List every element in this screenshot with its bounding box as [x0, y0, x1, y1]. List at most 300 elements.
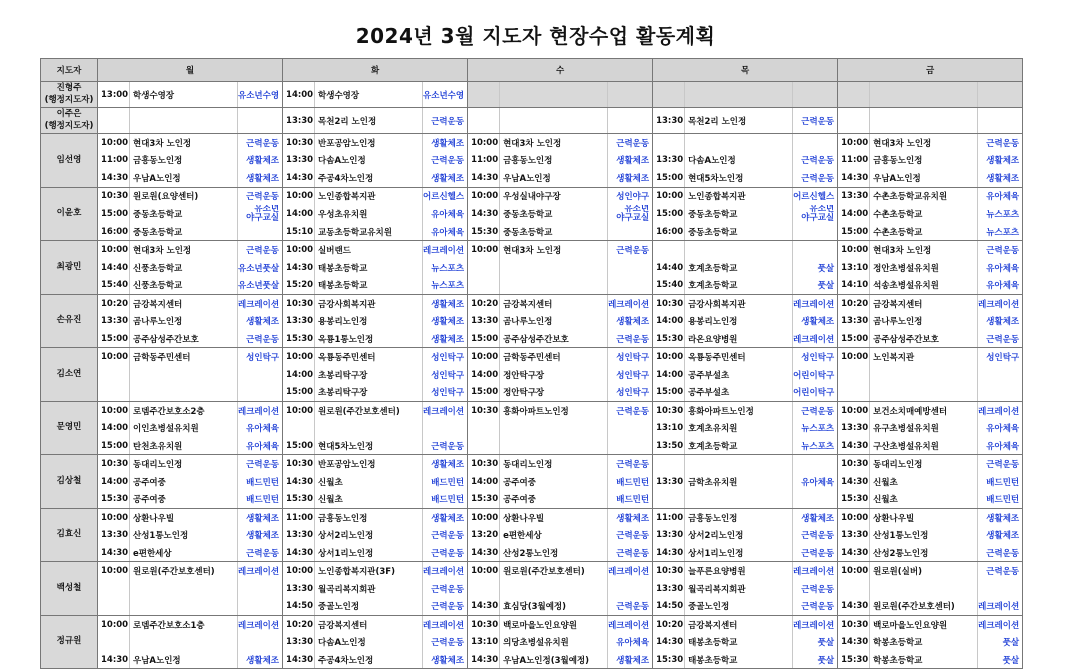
session-program: 레크레이션 — [793, 294, 838, 312]
session-program: 근력운동 — [978, 134, 1023, 152]
session-place — [130, 633, 238, 651]
session-program — [238, 383, 283, 401]
session-program: 레크레이션 — [238, 294, 283, 312]
session-place: 구산초병설유치원 — [870, 437, 978, 455]
leader-name — [41, 508, 98, 562]
session-time: 15:30 — [838, 490, 870, 508]
session-time: 16:00 — [98, 223, 130, 241]
session-program: 유아체육 — [238, 437, 283, 455]
session-program: 유소년풋살 — [238, 259, 283, 277]
session-place: 현대3차 노인정 — [500, 134, 608, 152]
session-place: 수촌초등학교 — [870, 205, 978, 223]
session-time: 13:30 — [653, 108, 685, 134]
session-program: 근력운동 — [423, 108, 468, 134]
session-place: 원로원(주간보호센터) — [500, 562, 608, 580]
session-program: 레크레이션 — [793, 562, 838, 580]
session-place — [870, 82, 978, 108]
schedule-row — [41, 508, 1023, 526]
session-program: 배드민턴 — [238, 473, 283, 491]
session-time: 10:00 — [468, 187, 500, 205]
session-place: 유구초병설유치원 — [870, 419, 978, 437]
session-time: 10:00 — [98, 348, 130, 366]
session-program: 유소년풋살 — [238, 276, 283, 294]
session-time: 13:30 — [468, 312, 500, 330]
session-place: 반포공암노인정 — [315, 134, 423, 152]
session-place: 호계초등학교 — [685, 276, 793, 294]
session-program: 풋살 — [793, 259, 838, 277]
session-time: 10:00 — [98, 562, 130, 580]
session-place: 용봉리노인정 — [685, 312, 793, 330]
session-program — [793, 223, 838, 241]
session-time: 10:00 — [468, 348, 500, 366]
session-program — [978, 580, 1023, 598]
session-program: 생활체조 — [423, 455, 468, 473]
session-time — [468, 108, 500, 134]
leader-name — [41, 348, 98, 402]
session-program: 생활체조 — [978, 312, 1023, 330]
session-program: 배드민턴 — [608, 473, 653, 491]
schedule-row — [41, 544, 1023, 562]
leader-name-line: 문영민 — [56, 422, 82, 433]
session-place: 동대리노인정 — [500, 455, 608, 473]
session-place: 산성1통노인정 — [130, 526, 238, 544]
session-place: 반포공암노인정 — [315, 455, 423, 473]
session-program: 성인탁구 — [423, 348, 468, 366]
session-place — [130, 366, 238, 384]
session-time: 14:00 — [468, 366, 500, 384]
session-time: 15:30 — [653, 651, 685, 669]
session-time — [653, 82, 685, 108]
session-time: 10:00 — [98, 241, 130, 259]
session-place: 신월초 — [870, 473, 978, 491]
session-program — [238, 597, 283, 615]
session-program — [238, 108, 283, 134]
session-program: 근력운동 — [608, 544, 653, 562]
session-program: 배드민턴 — [423, 490, 468, 508]
session-program: 레크레이션 — [978, 597, 1023, 615]
session-place: e편한세상 — [500, 526, 608, 544]
session-program: 생활체조 — [608, 312, 653, 330]
session-time: 13:30 — [283, 580, 315, 598]
session-place: 현대5차노인정 — [315, 437, 423, 455]
session-place: 현대3차 노인정 — [870, 134, 978, 152]
session-place — [500, 259, 608, 277]
session-time: 15:30 — [98, 490, 130, 508]
session-place: 보건소치매예방센터 — [870, 401, 978, 419]
session-place: 효심당(3월예정) — [500, 597, 608, 615]
session-program: 레크레이션 — [423, 615, 468, 633]
session-place — [685, 455, 793, 473]
session-time: 14:30 — [838, 597, 870, 615]
session-program: 생활체조 — [978, 508, 1023, 526]
session-time — [98, 108, 130, 134]
session-time — [838, 383, 870, 401]
session-program: 성인탁구 — [978, 348, 1023, 366]
session-time: 13:20 — [468, 526, 500, 544]
session-program — [238, 580, 283, 598]
session-program: 근력운동 — [793, 401, 838, 419]
session-program: 생활체조 — [423, 508, 468, 526]
session-place: 다솜A노인정 — [315, 152, 423, 170]
session-place: 원로원(요양센터) — [130, 187, 238, 205]
session-place: 중골노인정 — [315, 597, 423, 615]
session-time: 10:00 — [98, 401, 130, 419]
session-place: 상환나우빌 — [870, 508, 978, 526]
session-time: 10:30 — [283, 455, 315, 473]
session-time — [838, 580, 870, 598]
session-place: 현대3차 노인정 — [870, 241, 978, 259]
session-place: 금강복지센터 — [500, 294, 608, 312]
session-place: 금강복지센터 — [685, 615, 793, 633]
leader-name-line: 백성철 — [56, 582, 82, 593]
session-place: 학생수영장 — [315, 82, 423, 108]
leader-name-line: 정규원 — [56, 636, 82, 647]
session-place — [130, 383, 238, 401]
session-program: 근력운동 — [423, 633, 468, 651]
session-time: 15:10 — [283, 223, 315, 241]
session-time — [98, 383, 130, 401]
session-place: 주공4차노인정 — [315, 169, 423, 187]
session-program: 근력운동 — [238, 330, 283, 348]
session-program: 레크레이션 — [423, 241, 468, 259]
session-program — [608, 108, 653, 134]
session-time: 14:30 — [468, 205, 500, 223]
session-place: 곰나루노인정 — [500, 312, 608, 330]
session-program: 레크레이션 — [793, 330, 838, 348]
session-place — [870, 580, 978, 598]
header-row — [41, 59, 1023, 82]
schedule-row — [41, 169, 1023, 187]
schedule-row — [41, 419, 1023, 437]
schedule-row — [41, 473, 1023, 491]
session-place: 노인종합복지관 — [315, 187, 423, 205]
session-time: 14:30 — [468, 597, 500, 615]
session-place: 정안탁구장 — [500, 366, 608, 384]
session-time: 13:30 — [98, 312, 130, 330]
session-program: 레크레이션 — [238, 562, 283, 580]
session-time — [838, 108, 870, 134]
schedule-row — [41, 152, 1023, 170]
session-time: 10:30 — [468, 401, 500, 419]
session-time: 10:30 — [653, 562, 685, 580]
session-program: 성인탁구 — [608, 348, 653, 366]
session-place: 정안탁구장 — [500, 383, 608, 401]
schedule-sheet — [40, 58, 1022, 669]
session-place: 금흥동노인정 — [315, 508, 423, 526]
session-place: 신월초 — [315, 490, 423, 508]
session-time: 13:30 — [98, 526, 130, 544]
session-time: 10:20 — [98, 294, 130, 312]
session-place: 금강사회복지관 — [685, 294, 793, 312]
program-line: 유소년 — [809, 205, 835, 214]
session-place: 현대5차노인정 — [685, 169, 793, 187]
session-place: 우성실내야구장 — [500, 187, 608, 205]
session-time: 15:00 — [98, 330, 130, 348]
session-place: 상환나우빌 — [500, 508, 608, 526]
session-time: 11:00 — [283, 508, 315, 526]
schedule-row — [41, 562, 1023, 580]
session-place: 현대3차 노인정 — [500, 241, 608, 259]
session-place: 공주여중 — [130, 490, 238, 508]
session-time: 14:10 — [838, 276, 870, 294]
session-program: 근력운동 — [793, 597, 838, 615]
session-program: 생활체조 — [238, 651, 283, 669]
schedule-row — [41, 330, 1023, 348]
schedule-table — [40, 58, 1023, 669]
session-place: 태봉초등학교 — [315, 259, 423, 277]
session-place: 금흥동노인정 — [685, 508, 793, 526]
session-program — [608, 223, 653, 241]
session-program: 레크레이션 — [608, 294, 653, 312]
schedule-row — [41, 294, 1023, 312]
session-place — [130, 597, 238, 615]
session-time: 14:40 — [98, 259, 130, 277]
session-place: 초봉리탁구장 — [315, 383, 423, 401]
session-place — [685, 82, 793, 108]
session-time — [98, 580, 130, 598]
session-program: 뉴스포츠 — [793, 437, 838, 455]
session-time: 13:30 — [653, 473, 685, 491]
session-place: 학생수영장 — [130, 82, 238, 108]
session-program: 뉴스포츠 — [793, 419, 838, 437]
session-place: 옥룡1통노인정 — [315, 330, 423, 348]
session-program — [978, 383, 1023, 401]
session-time — [468, 259, 500, 277]
session-time: 10:00 — [468, 134, 500, 152]
session-program: 레크레이션 — [793, 615, 838, 633]
session-program: 성인탁구 — [793, 348, 838, 366]
session-time: 14:30 — [838, 544, 870, 562]
session-time: 10:00 — [468, 508, 500, 526]
session-place: 원로원(주간보호센터) — [130, 562, 238, 580]
session-time: 10:00 — [838, 348, 870, 366]
session-place — [870, 366, 978, 384]
session-program: 근력운동 — [423, 544, 468, 562]
program-line: 유소년 — [254, 205, 280, 214]
session-program: 생활체조 — [608, 508, 653, 526]
session-time: 10:30 — [653, 401, 685, 419]
session-program: 생활체조 — [608, 651, 653, 669]
leader-name-line: 최광민 — [56, 261, 82, 272]
session-time: 14:50 — [653, 597, 685, 615]
schedule-row — [41, 651, 1023, 669]
session-time — [283, 419, 315, 437]
session-time — [838, 82, 870, 108]
session-place: 우남A노인정 — [870, 169, 978, 187]
session-program: 어린이탁구 — [793, 383, 838, 401]
session-program: 생활체조 — [423, 294, 468, 312]
program-line: 유소년 — [624, 205, 650, 214]
leader-name-line: 손유진 — [56, 315, 82, 326]
session-time: 10:00 — [653, 187, 685, 205]
session-program: 풋살 — [978, 651, 1023, 669]
session-program: 레크레이션 — [978, 401, 1023, 419]
session-place: 신풍초등학교 — [130, 259, 238, 277]
session-time: 13:30 — [653, 580, 685, 598]
session-time: 13:30 — [283, 312, 315, 330]
session-program: 근력운동 — [793, 544, 838, 562]
session-place: 실버랜드 — [315, 241, 423, 259]
session-program — [238, 205, 283, 223]
session-time: 14:30 — [838, 633, 870, 651]
session-program — [238, 223, 283, 241]
session-time: 10:30 — [838, 615, 870, 633]
session-time: 14:30 — [283, 259, 315, 277]
session-program: 레크레이션 — [238, 401, 283, 419]
session-time: 14:30 — [838, 169, 870, 187]
session-time: 10:00 — [468, 241, 500, 259]
session-place — [870, 108, 978, 134]
session-time: 10:20 — [838, 294, 870, 312]
session-place: 노인종합복지관(3F) — [315, 562, 423, 580]
session-program: 생활체조 — [238, 312, 283, 330]
session-place: 현대3차 노인정 — [130, 241, 238, 259]
leader-name — [41, 455, 98, 509]
session-time: 14:30 — [283, 473, 315, 491]
session-time: 15:30 — [653, 330, 685, 348]
session-program: 유아체육 — [978, 276, 1023, 294]
session-place: 용봉리노인정 — [315, 312, 423, 330]
session-place: 공주여중 — [500, 473, 608, 491]
session-place: 로뎀주간보호소1층 — [130, 615, 238, 633]
session-place: 곰나루노인정 — [870, 312, 978, 330]
session-time: 15:00 — [838, 330, 870, 348]
session-place: 상서2리노인정 — [315, 526, 423, 544]
session-program: 배드민턴 — [423, 473, 468, 491]
session-time — [98, 366, 130, 384]
session-program: 생활체조 — [978, 526, 1023, 544]
session-time: 10:00 — [838, 241, 870, 259]
session-time: 10:30 — [838, 455, 870, 473]
session-time: 16:00 — [653, 223, 685, 241]
session-program: 생활체조 — [238, 152, 283, 170]
schedule-row — [41, 633, 1023, 651]
session-place: 옥룡동주민센터 — [685, 348, 793, 366]
session-place — [685, 241, 793, 259]
session-program: 근력운동 — [238, 187, 283, 205]
leader-name-line: 진형주 — [56, 83, 82, 94]
session-place: 중동초등학교 — [500, 205, 608, 223]
session-time: 14:00 — [283, 366, 315, 384]
session-place: 금강복지센터 — [870, 294, 978, 312]
session-program: 배드민턴 — [608, 490, 653, 508]
session-time: 10:00 — [838, 401, 870, 419]
session-place: 교동초등학교유치원 — [315, 223, 423, 241]
session-program: 생활체조 — [238, 526, 283, 544]
session-place: 라온요양병원 — [685, 330, 793, 348]
session-program: 근력운동 — [978, 562, 1023, 580]
session-time: 13:30 — [838, 419, 870, 437]
session-place — [500, 82, 608, 108]
session-place: 호계초등학교 — [685, 259, 793, 277]
session-place: 공주삼성주간보호 — [500, 330, 608, 348]
session-program — [608, 205, 653, 223]
session-place: 우성초유치원 — [315, 205, 423, 223]
session-program: 근력운동 — [608, 330, 653, 348]
session-program: 성인탁구 — [608, 366, 653, 384]
session-program — [793, 134, 838, 152]
session-program: 뉴스포츠 — [978, 205, 1023, 223]
session-time: 10:30 — [283, 294, 315, 312]
session-time: 15:40 — [98, 276, 130, 294]
session-program: 근력운동 — [423, 152, 468, 170]
session-time: 15:00 — [468, 330, 500, 348]
session-place: 중동초등학교 — [685, 223, 793, 241]
session-program: 유아체육 — [423, 223, 468, 241]
schedule-row — [41, 205, 1023, 223]
session-program — [978, 108, 1023, 134]
session-place: 수촌초등학교유치원 — [870, 187, 978, 205]
session-time: 10:00 — [283, 241, 315, 259]
schedule-row — [41, 187, 1023, 205]
session-time: 10:00 — [98, 508, 130, 526]
session-program — [608, 259, 653, 277]
session-program: 성인탁구 — [423, 383, 468, 401]
session-program: 근력운동 — [423, 526, 468, 544]
session-program — [793, 490, 838, 508]
session-time: 14:30 — [838, 437, 870, 455]
session-program: 레크레이션 — [608, 615, 653, 633]
session-time: 11:00 — [468, 152, 500, 170]
session-time: 13:30 — [283, 633, 315, 651]
session-time: 10:00 — [98, 615, 130, 633]
session-program: 풋살 — [978, 633, 1023, 651]
session-program: 유소년수영 — [423, 82, 468, 108]
leader-name — [41, 615, 98, 669]
schedule-row — [41, 615, 1023, 633]
session-place: 동대리노인정 — [130, 455, 238, 473]
session-place: 금강사회복지관 — [315, 294, 423, 312]
schedule-row — [41, 259, 1023, 277]
session-time: 14:30 — [468, 544, 500, 562]
session-place — [500, 580, 608, 598]
session-time: 13:10 — [468, 633, 500, 651]
session-place: 공주삼성주간보호 — [130, 330, 238, 348]
session-program: 성인탁구 — [608, 383, 653, 401]
session-place — [685, 490, 793, 508]
session-program: 유소년수영 — [238, 82, 283, 108]
session-time: 11:00 — [838, 152, 870, 170]
leader-name-line: 임선영 — [56, 154, 82, 165]
session-place: 태봉초등학교 — [315, 276, 423, 294]
session-program: 유아체육 — [238, 419, 283, 437]
schedule-row — [41, 383, 1023, 401]
session-time: 14:30 — [838, 473, 870, 491]
session-program: 근력운동 — [978, 241, 1023, 259]
session-place: 노인복지관 — [870, 348, 978, 366]
session-time: 10:00 — [283, 401, 315, 419]
session-time: 15:30 — [468, 223, 500, 241]
session-time: 13:30 — [838, 526, 870, 544]
header-cell-leader: 지도자 — [41, 59, 98, 82]
session-program: 풋살 — [793, 633, 838, 651]
session-time — [98, 633, 130, 651]
session-time: 15:00 — [653, 205, 685, 223]
session-place: 동대리노인정 — [870, 455, 978, 473]
schedule-row — [41, 223, 1023, 241]
session-time: 15:00 — [283, 383, 315, 401]
session-time: 14:50 — [283, 597, 315, 615]
session-program — [608, 82, 653, 108]
session-place: 호계초등학교 — [685, 437, 793, 455]
leader-name-line: 김소연 — [56, 368, 82, 379]
session-place: 중동초등학교 — [685, 205, 793, 223]
session-program: 근력운동 — [238, 134, 283, 152]
session-time: 10:30 — [98, 187, 130, 205]
session-program: 근력운동 — [608, 401, 653, 419]
session-time: 15:00 — [468, 383, 500, 401]
session-place: 원로원(주간보호센터) — [315, 401, 423, 419]
